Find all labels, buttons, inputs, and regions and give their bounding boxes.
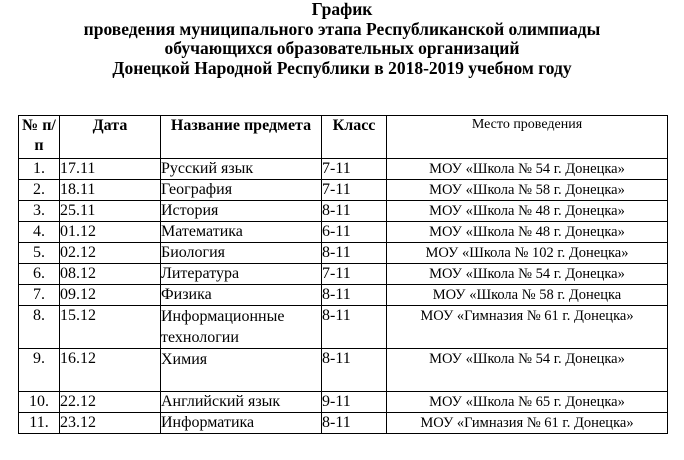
title-line-2: проведения муниципального этапа Республиканской олимпиады [83,18,601,39]
row-num: 8. [19,306,60,349]
table-row [19,243,668,264]
row-place: МОУ «Школа № 54 г. Донецка» [387,159,668,180]
row-date: 08.12 [60,264,161,285]
row-num: 3. [19,201,60,222]
title-line-3: обучающихся образовательных организаций [164,38,520,58]
row-subject: История [161,201,322,222]
row-subject: Информационные технологии [161,306,322,349]
row-date: 15.12 [60,306,161,349]
row-grade: 8-11 [322,285,387,306]
table-row [19,413,668,434]
row-subject: Русский язык [161,159,322,180]
row-num: 4. [19,222,60,243]
row-date: 18.11 [60,180,161,201]
row-subject: Химия [161,349,322,392]
row-date: 01.12 [60,222,161,243]
row-subject: Информатика [161,413,322,434]
table-row [19,222,668,243]
row-date: 09.12 [60,285,161,306]
row-subject: География [161,180,322,201]
row-num: 6. [19,264,60,285]
row-date: 02.12 [60,243,161,264]
row-place: МОУ «Школа № 54 г. Донецка» [387,349,668,392]
schedule-table [18,115,668,434]
row-grade: 8-11 [322,201,387,222]
table-row [19,201,668,222]
table-header-row [19,116,668,159]
row-date: 23.12 [60,413,161,434]
row-grade: 8-11 [322,306,387,349]
row-grade: 6-11 [322,222,387,243]
row-num: 11. [19,413,60,434]
row-num: 5. [19,243,60,264]
row-place: МОУ «Школа № 58 г. Донецка [387,285,668,306]
row-grade: 7-11 [322,180,387,201]
title-line-4: Донецкой Народной Республики в 2018-2019 учебном году [112,57,572,78]
row-place: МОУ «Школа № 48 г. Донецка» [387,201,668,222]
row-place: МОУ «Школа № 48 г. Донецка» [387,222,668,243]
table-row [19,285,668,306]
row-grade: 9-11 [322,392,387,413]
row-subject: Биология [161,243,322,264]
row-date: 16.12 [60,349,161,392]
row-place: МОУ «Гимназия № 61 г. Донецка» [387,413,668,434]
table-row [19,159,668,180]
row-num: 2. [19,180,60,201]
row-place: МОУ «Школа № 102 г. Донецка» [387,243,668,264]
row-grade: 8-11 [322,413,387,434]
row-num: 9. [19,349,60,392]
row-subject: Литература [161,264,322,285]
row-grade: 7-11 [322,159,387,180]
row-subject: Физика [161,285,322,306]
row-num: 1. [19,159,60,180]
row-grade: 8-11 [322,243,387,264]
row-subject: Английский язык [161,392,322,413]
row-place: МОУ «Гимназия № 61 г. Донецка» [387,306,668,349]
row-grade: 8-11 [322,349,387,392]
row-place: МОУ «Школа № 58 г. Донецка» [387,180,668,201]
row-num: 10. [19,392,60,413]
row-date: 22.12 [60,392,161,413]
table-row [19,264,668,285]
row-date: 17.11 [60,159,161,180]
table-row [19,392,668,413]
table-row [19,180,668,201]
row-place: МОУ «Школа № 65 г. Донецка» [387,392,668,413]
table-row [19,306,668,349]
table-row [19,349,668,392]
header-num: № п/п [19,116,60,159]
header-place: Место проведения [387,116,668,159]
row-grade: 7-11 [322,264,387,285]
header-grade: Класс [322,116,387,159]
row-subject: Математика [161,222,322,243]
row-date: 25.11 [60,201,161,222]
row-place: МОУ «Школа № 54 г. Донецка» [387,264,668,285]
header-subject: Название предмета [161,116,322,159]
row-num: 7. [19,285,60,306]
header-date: Дата [60,116,161,159]
document-title [0,0,684,78]
title-line-1: График [311,0,373,19]
